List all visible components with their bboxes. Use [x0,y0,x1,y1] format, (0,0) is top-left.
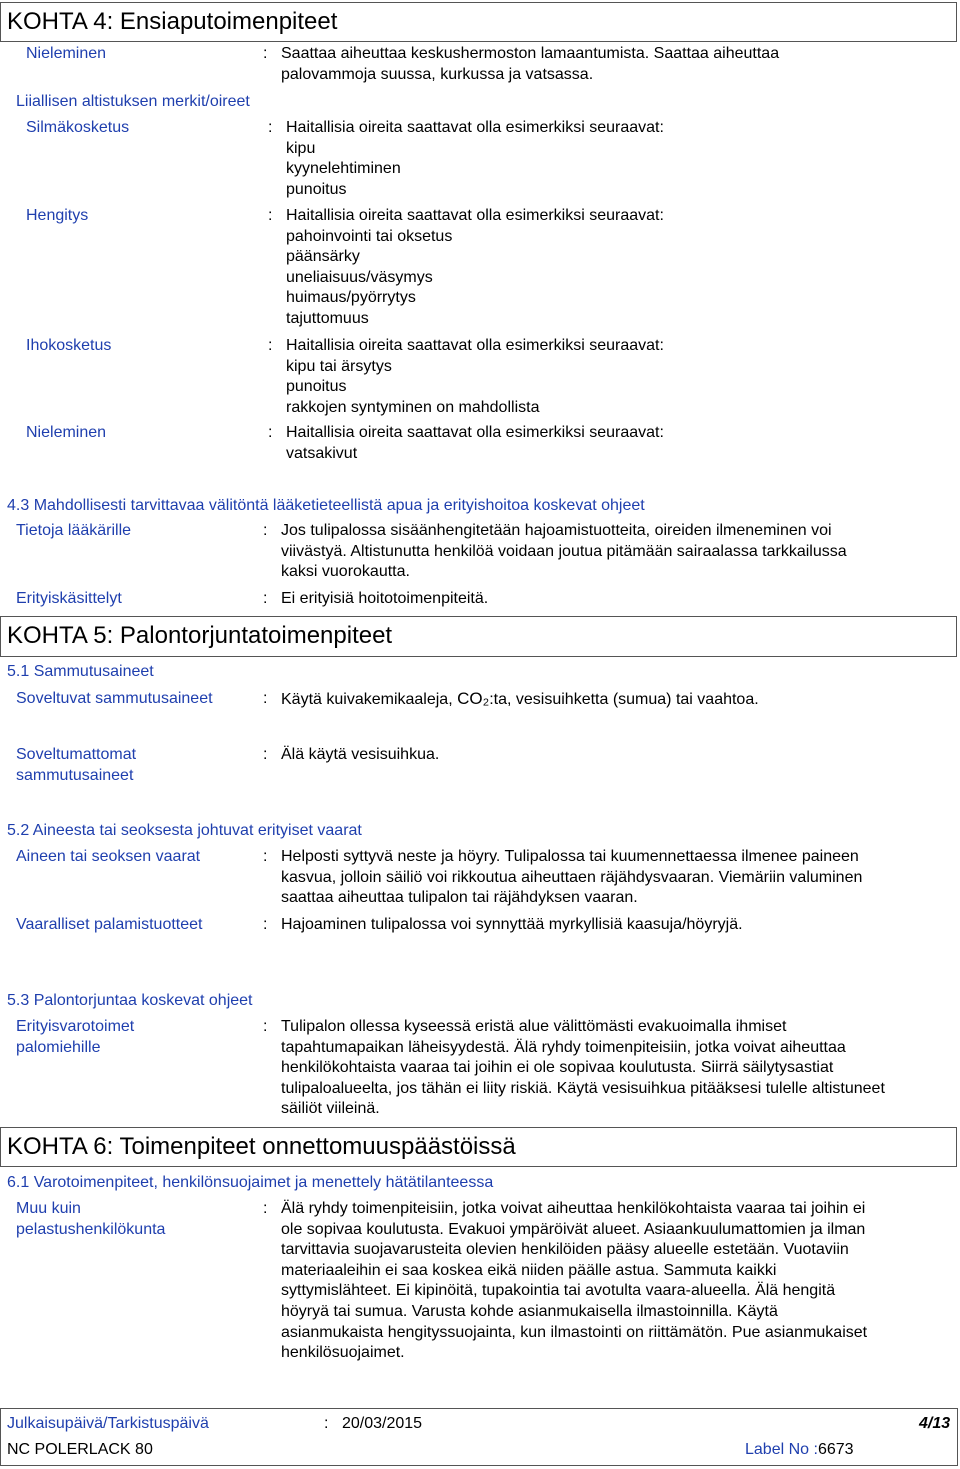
colon: : [268,424,273,441]
eye-contact-label: Silmäkosketus [26,119,130,136]
line: asianmukaista hengityssuojainta, kun ilmastointi on riittämätön. Pue asianmukaiset [281,1323,868,1341]
page-number: 4/13 [919,1415,951,1432]
eye-contact-text [286,118,664,200]
firefighter-precautions-label [16,1017,134,1058]
line: päänsärky [286,248,360,266]
unsuitable-media-text [281,745,439,766]
special-treatment-text [281,589,488,610]
label-number [745,1441,854,1459]
line: tulipaloalueelta, jos tähän ei liity riskiä. Käytä vesisuihkua pitääksesi tulelle altistuneet [281,1079,885,1097]
line: kipu tai ärsytys [286,357,392,375]
colon: : [263,690,268,707]
colon: : [263,1018,268,1035]
line: kyynelehtiminen [286,160,401,178]
firefighter-precautions-text [281,1017,885,1120]
doctor-info-text [281,521,847,583]
ingestion-text [286,423,664,464]
line: tapahtumapaikan läheisyydestä. Älä ryhdy toimenpiteisiin, jotka voivat aiheuttaa [281,1038,846,1056]
suitable-media-label: Soveltuvat sammutusaineet [16,690,213,707]
line: Haitallisia oireita saattavat olla esimerkiksi seuraavat: [286,424,664,441]
colon: : [263,746,268,763]
line: höyryä tai sumua. Varusta kohde asianmukaisella ilmastoinnilla. Käytä [281,1302,778,1320]
section-4-title: KOHTA 4: Ensiaputoimenpiteet [7,8,338,35]
colon: : [268,207,273,224]
line: palovammoja suussa, kurkussa ja vatsassa. [281,65,594,83]
line: kipu [286,139,316,157]
suitable-media-text-part: :ta, vesisuihketta (sumua) tai vaahtoa. [489,691,759,708]
unsuitable-media-label [16,745,136,786]
colon: : [263,590,268,607]
label-number-label: Label No : [745,1441,818,1458]
line: punoitus [286,378,347,396]
product-name: NC POLERLACK 80 [7,1441,153,1458]
section-5-title: KOHTA 5: Palontorjuntatoimenpiteet [7,622,393,649]
line: materiaaleihin ei saa koskea eikä niiden päälle astua. Sammuta kaikki [281,1261,777,1279]
special-treatment-label: Erityiskäsittelyt [16,590,122,607]
line: Hajoaminen tulipalossa voi synnyttää myrkyllisiä kaasuja/höyryjä. [281,916,743,933]
line: Haitallisia oireita saattavat olla esimerkiksi seuraavat: [286,119,664,136]
subsection-4-3-heading: 4.3 Mahdollisesti tarvittavaa välitöntä lääketieteellistä apua ja erityishoitoa koskevat ohjeet [7,497,645,514]
label-line: Soveltumattomat [16,746,137,763]
page-footer [0,1408,958,1466]
overexposure-heading: Liiallisen altistuksen merkit/oireet [16,93,250,110]
label-line: Erityisvarotoimet [16,1018,135,1035]
section-5-header [0,616,957,657]
line: huimaus/pyörrytys [286,289,416,307]
line: ole sopivaa koulutusta. Evakuoi ympäröivät alueet. Asiaankuulumattomien ja ilman [281,1220,866,1238]
line: kaksi vuorokautta. [281,563,410,581]
subsection-5-1-heading: 5.1 Sammutusaineet [7,663,154,680]
label-number-value: 6673 [817,1441,854,1458]
combustion-products-text [281,915,743,936]
section-4-header [0,2,957,42]
line: uneliaisuus/väsymys [286,268,433,286]
ingestion-label: Nieleminen [26,424,107,441]
section-6-title: KOHTA 6: Toimenpiteet onnettomuuspäästöissä [7,1133,516,1160]
line: Älä ryhdy toimenpiteisiin, jotka voivat aiheuttaa henkilökohtaista vaaraa tai joihin ei [281,1200,866,1217]
line: punoitus [286,180,347,198]
line: Haitallisia oireita saattavat olla esimerkiksi seuraavat: [286,207,664,224]
combustion-products-label: Vaaralliset palamistuotteet [16,916,203,933]
line: Haitallisia oireita saattavat olla esimerkiksi seuraavat: [286,337,664,354]
line: kasvua, jolloin säiliö voi rikkoutua aiheuttaen räjähdysvaaran. Viemäriin valuminen [281,868,863,886]
ingestion-top-label: Nieleminen [26,45,107,62]
line: henkilökohtaista vaaraa tai joihin ei ole sopivaa koulutusta. Siirrä säilytysastiat [281,1059,834,1077]
label-line: palomiehille [16,1038,101,1056]
line: pahoinvointi tai oksetus [286,227,453,245]
line: Jos tulipalossa sisäänhengitetään hajoamistuotteita, oireiden ilmeneminen voi [281,522,832,539]
line: tajuttomuus [286,309,369,327]
line: viivästyä. Altistunutta henkilöä voidaan joutua pitämään sairaalassa tarkkailussa [281,542,847,560]
colon: : [263,1200,268,1217]
subsection-5-2-heading: 5.2 Aineesta tai seoksesta johtuvat erityiset vaarat [7,822,362,839]
ingestion-top-text [281,44,779,85]
colon: : [324,1415,329,1432]
colon: : [263,848,268,865]
line: rakkojen syntyminen on mahdollista [286,398,540,416]
section-6-header [0,1127,957,1167]
co2-formula: CO₂ [457,689,490,708]
issue-date-value: 20/03/2015 [342,1415,423,1432]
label-line: Muu kuin [16,1200,81,1217]
non-emergency-personnel-text [281,1199,867,1364]
inhalation-text [286,206,664,330]
non-emergency-personnel-label [16,1199,165,1240]
inhalation-label: Hengitys [26,207,89,224]
skin-contact-label: Ihokosketus [26,337,112,354]
line: Ei erityisiä hoitotoimenpiteitä. [281,590,489,607]
subsection-6-1-heading: 6.1 Varotoimenpiteet, henkilönsuojaimet ja menettely hätätilanteessa [7,1174,494,1191]
doctor-info-label: Tietoja lääkärille [16,522,132,539]
label-line: pelastushenkilökunta [16,1220,166,1238]
skin-contact-text [286,336,664,418]
line: Helposti syttyvä neste ja höyry. Tulipalossa tai kuumennettaessa ilmenee paineen [281,848,859,865]
colon: : [263,916,268,933]
line: tarvittavia suojavarusteita olevien henkilöiden pääsy alueelle estetään. Vuotaviin [281,1241,849,1259]
line: Tulipalon ollessa kyseessä eristä alue välittömästi evakuoimalla ihmiset [281,1018,787,1035]
issue-date-label: Julkaisupäivä/Tarkistuspäivä [7,1415,209,1432]
line: säiliöt viileinä. [281,1100,380,1118]
colon: : [268,119,273,136]
colon: : [263,522,268,539]
hazards-text [281,847,862,909]
line: henkilösuojaimet. [281,1344,405,1362]
line: saattaa aiheuttaa tulipalon tai räjähdyksen vaaran. [281,889,638,907]
suitable-media-text [281,689,759,711]
line: Älä käytä vesisuihkua. [281,746,440,763]
subsection-5-3-heading: 5.3 Palontorjuntaa koskevat ohjeet [7,992,253,1009]
line: syttymislähteet. Ei kipinöitä, tupakointia tai avotulta vaara-alueella. Älä hengitä [281,1282,836,1300]
label-line: sammutusaineet [16,766,134,784]
colon: : [263,45,268,62]
colon: : [268,337,273,354]
line: Saattaa aiheuttaa keskushermoston lamaantumista. Saattaa aiheuttaa [281,45,780,62]
line: vatsakivut [286,444,358,462]
hazards-label: Aineen tai seoksen vaarat [16,848,201,865]
suitable-media-text-part: Käytä kuivakemikaaleja, [281,691,458,708]
